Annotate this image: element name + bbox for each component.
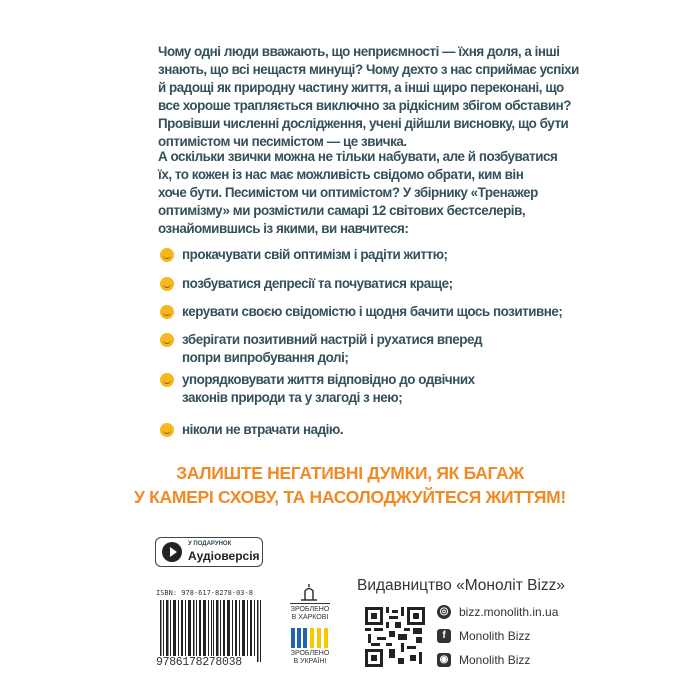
- audio-small-label: У ПОДАРУНОК: [188, 541, 232, 547]
- smile-icon: [160, 277, 174, 291]
- text-line: все хороше трапляється виключно за рідкісним збігом обставин?: [158, 98, 571, 113]
- text-line: їх, то кожен із нас має можливість свідомо обрати, ким він: [158, 167, 524, 182]
- link-text: Monolith Bizz: [459, 653, 531, 667]
- barcode: [160, 600, 265, 662]
- smile-icon: [160, 373, 174, 387]
- smile-icon: [160, 248, 174, 262]
- bullet-text: позбуватися депресії та почуватися краще;: [182, 276, 453, 291]
- link-text: Monolith Bizz: [459, 629, 531, 643]
- bullet-text: ніколи не втрачати надію.: [182, 422, 344, 437]
- building-icon: [300, 583, 318, 601]
- text-line: оптимізму» ми розмістили самарі 12 світових бестселерів,: [158, 203, 526, 218]
- text-line: А оскільки звички можна не тільки набувати, але й позбуватися: [158, 149, 558, 164]
- kharkiv-line: В ХАРКОВІ: [291, 614, 329, 621]
- ukraine-line: В УКРАЇНІ: [293, 658, 327, 665]
- bullet-text: прокачувати свій оптимізм і радіти життю;: [182, 247, 448, 262]
- text-line: оптимістом чи песимістом — це звичка.: [158, 134, 407, 149]
- link-text: bizz.monolith.in.ua: [459, 605, 559, 619]
- play-icon: [162, 542, 182, 562]
- smile-icon: [160, 305, 174, 319]
- instagram-icon: ◉: [437, 653, 451, 667]
- text-line: ознайомившись із якими, ви навчитеся:: [158, 221, 409, 236]
- ukraine-line: ЗРОБЛЕНО: [290, 650, 330, 657]
- text-line: Провівши численні дослідження, учені дійшли висновку, що бути: [158, 116, 569, 131]
- bullet-text: попри випробування долі;: [182, 350, 349, 365]
- headline-line: ЗАЛИШТЕ НЕГАТИВНІ ДУМКИ, ЯК БАГАЖ: [176, 463, 524, 483]
- headline-line: У КАМЕРІ СХОВУ, ТА НАСОЛОДЖУЙТЕСЯ ЖИТТЯМ!: [134, 487, 566, 507]
- facebook-link[interactable]: [437, 629, 530, 643]
- bullet-text: керувати своєю свідомістю і щодня бачити щось позитивне;: [182, 304, 563, 319]
- barcode-number: 9786178278038: [156, 656, 242, 669]
- audio-badge: [155, 537, 263, 567]
- text-line: хоче бути. Песимістом чи оптимістом? У збірнику «Тренажер: [158, 185, 538, 200]
- bullet-text: зберігати позитивний настрій і рухатися вперед: [182, 332, 483, 347]
- smile-icon: [160, 333, 174, 347]
- qr-code: [365, 607, 425, 667]
- kharkiv-line: ЗРОБЛЕНО: [290, 603, 330, 614]
- flag-stripes: [290, 628, 330, 648]
- web-icon: ◎: [437, 605, 451, 619]
- text-line: й радощі як природну частину життя, а інші щиро переконані, що: [158, 80, 564, 95]
- text-line: Чому одні люди вважають, що неприємності — їхня доля, а інші: [158, 44, 560, 59]
- smile-icon: [160, 423, 174, 437]
- publisher-name: Видавництво «Моноліт Bizz»: [357, 577, 566, 594]
- facebook-icon: f: [437, 629, 451, 643]
- bullet-text: законів природи та у злагоді з нею;: [182, 390, 403, 405]
- text-line: знають, що всі нещастя минущі? Чому дехто з нас сприймає успіхи: [158, 62, 579, 77]
- bullet-text: упорядковувати життя відповідно до одвічних: [182, 372, 475, 387]
- instagram-link[interactable]: [437, 653, 530, 667]
- audio-label: Аудіоверсія: [188, 549, 260, 563]
- isbn: ISBN: 978-617-8278-03-8: [156, 589, 253, 597]
- website-link[interactable]: [437, 605, 558, 619]
